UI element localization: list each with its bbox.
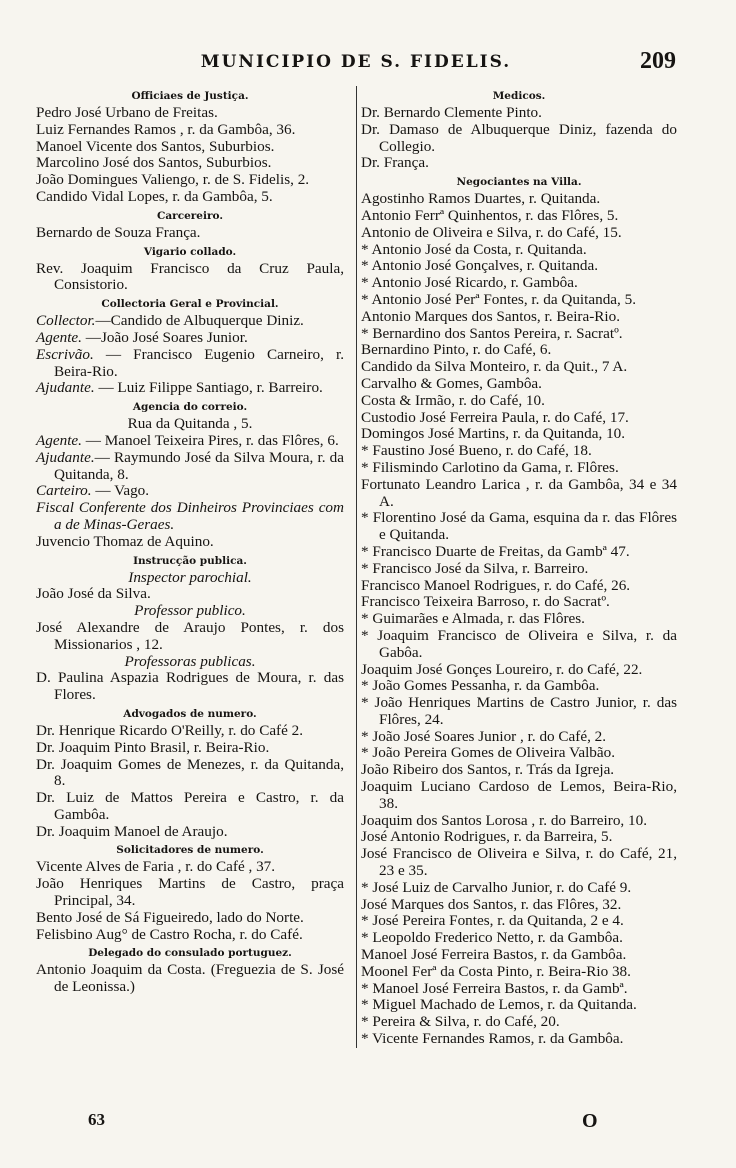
entry: Vicente Alves de Faria , r. do Café , 37. (36, 858, 276, 876)
entry: * Antonio José Ricardo, r. Gambôa. (361, 274, 578, 292)
entry: José Francisco de Oliveira e Silva, r. do Café, 21, 23 e 35. (361, 845, 677, 880)
entry: Dr. França. (361, 154, 429, 172)
entry: * Guimarães e Almada, r. das Flôres. (361, 610, 585, 628)
entry: * Leopoldo Frederico Netto, r. da Gambôa. (361, 929, 623, 947)
section-heading: Instrucção publica. (133, 554, 247, 567)
running-title: MUNICIPIO DE S. FIDELIS. (200, 52, 512, 72)
entry: * Faustino José Bueno, r. do Café, 18. (361, 442, 592, 460)
entry: José Alexandre de Araujo Pontes, r. dos Missionarios , 12. (36, 618, 344, 653)
subheading: Inspector parochial. (128, 568, 252, 586)
entry: D. Paulina Aspazia Rodrigues de Moura, r. das Flores. (36, 669, 344, 704)
entry: Candido Vidal Lopes, r. da Gambôa, 5. (36, 187, 273, 205)
entry: * Pereira & Silva, r. do Café, 20. (361, 1013, 560, 1031)
section-heading: Officiaes de Justiça. (131, 90, 249, 102)
entry: Antonio de Oliveira e Silva, r. do Café, 15. (361, 223, 622, 241)
role-label: Ajudante. (36, 448, 95, 466)
entry: * Manoel José Ferreira Bastos, r. da Gambª. (361, 979, 628, 997)
entry: Francisco Manoel Rodrigues, r. do Café, 26. (361, 576, 631, 594)
entry (36, 483, 344, 500)
entry: Candido da Silva Monteiro, r. da Quit., 7 A. (361, 358, 628, 376)
role-label: Ajudante. (36, 379, 95, 397)
entry: Antonio Ferrª Quinhentos, r. das Flôres, 5. (361, 206, 619, 224)
entry: * Florentino José da Gama, esquina da r. das Flôres e Quitanda. (361, 509, 677, 544)
entry (36, 347, 344, 381)
section-heading: Collectoria Geral e Provincial. (101, 298, 279, 311)
entry: Luiz Fernandes Ramos , r. da Gambôa, 36. (36, 120, 296, 138)
entry: João José da Silva. (36, 585, 151, 603)
entry: João Henriques Martins de Castro, praça Principal, 34. (36, 875, 344, 910)
role-label: Carteiro. (36, 482, 92, 500)
entry (36, 380, 344, 397)
entry: * Francisco José da Silva, r. Barreiro. (361, 559, 589, 577)
entry-text: — Luiz Filippe Santiago, r. Barreiro. (94, 379, 323, 397)
entry: * João José Soares Junior , r. do Café, 2. (361, 727, 607, 745)
entry: Rua da Quitanda , 5. (127, 415, 253, 433)
entry: * Filismindo Carlotino da Gama, r. Flôres. (361, 458, 619, 476)
entry: * José Pereira Fontes, r. da Quitanda, 2 e 4. (361, 912, 624, 930)
entry: Pedro José Urbano de Freitas. (36, 104, 218, 121)
entry: * Antonio José da Costa, r. Quitanda. (361, 240, 587, 258)
entry (36, 433, 344, 450)
entry: Fiscal Conferente dos Dinheiros Provinciaes com a de Minas-Geraes. (36, 499, 344, 533)
entry: * Francisco Duarte de Freitas, da Gambª 47. (361, 542, 630, 560)
entry-text: —Candido de Albuquerque Diniz. (95, 312, 304, 330)
entry: Bento José de Sá Figueiredo, lado do Norte. (36, 908, 304, 926)
section-heading: Negociantes na Villa. (456, 176, 582, 189)
section-heading: Carcereiro. (157, 209, 223, 222)
entry: * João Gomes Pessanha, r. da Gambôa. (361, 677, 600, 695)
entry: José Antonio Rodrigues, r. da Barreira, 5. (361, 828, 613, 846)
entry-text: — Raymundo José da Silva Moura, r. da Quitanda, 8. (54, 448, 344, 483)
entry: Francisco Teixeira Barroso, r. do Sacratº. (361, 593, 610, 611)
entry-text: — Manoel Teixeira Pires, r. das Flôres, 6. (81, 431, 339, 449)
entry: Dr. Joaquim Pinto Brasil, r. Beira-Rio. (36, 738, 270, 756)
negociantes-list (361, 191, 677, 1048)
entry: * Joaquim Francisco de Oliveira e Silva, r. da Gabôa. (361, 626, 677, 661)
entry: Dr. Joaquim Gomes de Menezes, r. da Quitanda, 8. (36, 755, 344, 790)
entry: * João Pereira Gomes de Oliveira Valbão. (361, 744, 616, 762)
entry (36, 330, 344, 347)
entry: Bernardino Pinto, r. do Café, 6. (361, 341, 552, 359)
left-column (36, 86, 344, 996)
entry-text: — Francisco Eugenio Carneiro, r. Beira-Rio. (54, 345, 344, 380)
entry: * Bernardino dos Santos Pereira, r. Sacratº. (361, 324, 623, 342)
role-label: Collector. (36, 312, 96, 330)
section-heading: Agencia do correio. (132, 401, 248, 414)
section-heading: Advogados de numero. (123, 707, 257, 720)
entry: Dr. Bernardo Clemente Pinto. (361, 104, 542, 121)
entry: Costa & Irmão, r. do Café, 10. (361, 391, 545, 409)
entry: * João Henriques Martins de Castro Junior, r. das Flôres, 24. (361, 694, 677, 728)
medicos-list (361, 105, 677, 172)
entry: Joaquim José Gonçes Loureiro, r. do Café, 22. (361, 660, 643, 678)
entry: Moonel Ferª da Costa Pinto, r. Beira-Rio 38. (361, 962, 631, 980)
entry: * José Luiz de Carvalho Junior, r. do Café 9. (361, 878, 632, 896)
entry: * Vicente Fernandes Ramos, r. da Gambôa. (361, 1030, 624, 1048)
entry: Fortunato Leandro Larica , r. da Gambôa, 34 e 34 A. (361, 475, 677, 510)
entry: Felisbino Aug° de Castro Rocha, r. do Café. (36, 925, 303, 943)
role-label: Escrivão. (36, 345, 94, 363)
entry: Dr. Damaso de Albuquerque Diniz, fazenda do Collegio. (361, 120, 677, 155)
signature-mark: 63 (88, 1110, 105, 1129)
right-column (356, 86, 677, 1048)
entry: * Miguel Machado de Lemos, r. da Quitanda. (361, 996, 637, 1014)
section-heading: Vigario collado. (143, 245, 237, 258)
entry (36, 313, 344, 330)
subheading: Professoras publicas. (124, 652, 256, 670)
entry: * Antonio José Perª Fontes, r. da Quitanda, 5. (361, 290, 637, 308)
entry: Domingos José Martins, r. da Quitanda, 10. (361, 425, 626, 443)
entry: Juvencio Thomaz de Aquino. (36, 532, 214, 550)
entry: Rev. Joaquim Francisco da Cruz Paula, Consistorio. (36, 259, 344, 294)
entry-text: —João José Soares Junior. (81, 328, 248, 346)
section-heading: Solicitadores de numero. (116, 844, 264, 857)
footer-mark: O (582, 1110, 598, 1132)
entry: Dr. Luiz de Mattos Pereira e Castro, r. da Gambôa. (36, 789, 344, 823)
role-label: Agente. (36, 431, 82, 449)
entry: Carvalho & Gomes, Gambôa. (361, 374, 542, 392)
entry: Dr. Joaquim Manoel de Araujo. (36, 822, 228, 840)
entry: Manoel José Ferreira Bastos, r. da Gambôa. (361, 946, 627, 964)
entry: Antonio Joaquim da Costa. (Freguezia de S. José de Leonissa.) (36, 961, 344, 996)
entry: Marcolino José dos Santos, Suburbios. (36, 154, 272, 172)
entry: Joaquim Luciano Cardoso de Lemos, Beira-Rio, 38. (361, 778, 677, 812)
entry: Antonio Marques dos Santos, r. Beira-Rio. (361, 307, 621, 325)
section-heading: Medicos. (492, 90, 546, 102)
entry: * Antonio José Gonçalves, r. Quitanda. (361, 257, 599, 275)
entry: Bernardo de Souza França. (36, 223, 201, 241)
entry: Agostinho Ramos Duartes, r. Quitanda. (361, 190, 601, 208)
subheading: Professor publico. (134, 602, 246, 620)
entry: Manoel Vicente dos Santos, Suburbios. (36, 137, 275, 155)
role-label: Agente. (36, 328, 82, 346)
entry: Dr. Henrique Ricardo O'Reilly, r. do Café 2. (36, 721, 304, 739)
entry: João Ribeiro dos Santos, r. Trás da Igreja. (361, 761, 615, 779)
entry-text: — Vago. (91, 482, 150, 500)
page-number: 209 (640, 48, 676, 74)
entry: José Marques dos Santos, r. das Flôres, 32. (361, 895, 622, 913)
entry: Joaquim dos Santos Lorosa , r. do Barreiro, 10. (361, 811, 647, 829)
section-heading: Delegado do consulado portuguez. (88, 947, 292, 960)
entry: Custodio José Ferreira Paula, r. do Café, 17. (361, 408, 629, 426)
entry: João Domingues Valiengo, r. de S. Fidelis, 2. (36, 171, 310, 189)
entry (36, 450, 344, 484)
page-header (36, 48, 676, 86)
